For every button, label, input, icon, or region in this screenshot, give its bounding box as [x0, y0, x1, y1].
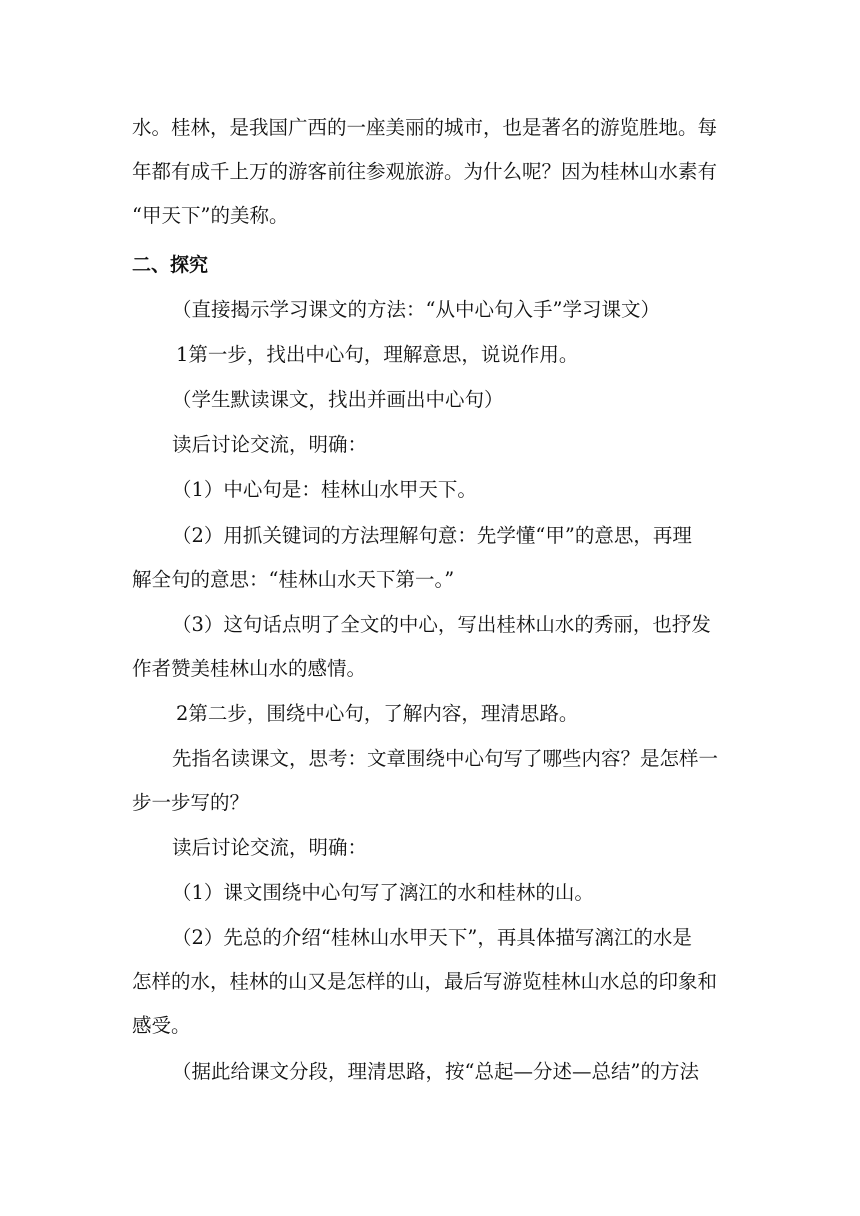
- text-line: 感受。: [132, 1014, 191, 1037]
- point-3: [132, 603, 732, 691]
- text-line: 1第一步，找出中心句，理解意思，说说作用。: [176, 343, 579, 366]
- text-line: （2）用抓关键词的方法理解句意：先学懂“甲”的意思，再理: [172, 524, 692, 547]
- text-line: 2第二步，围绕中心句，了解内容，理清思路。: [176, 702, 579, 725]
- text-line: “甲天下”的美称。: [132, 204, 289, 227]
- segmentation-note: [172, 1050, 772, 1094]
- text-line: （学生默读课文，找出并画出中心句）: [172, 388, 504, 411]
- point-1b: [172, 871, 772, 915]
- point-2: [132, 514, 732, 602]
- discussion-prompt-2: [172, 826, 772, 870]
- intro-paragraph: [132, 106, 732, 238]
- text-line: （3）这句话点明了全文的中心，写出桂林山水的秀丽，也抒发: [172, 613, 711, 636]
- step-one-title: [176, 333, 776, 377]
- text-line: 年都有成千上万的游客前往参观旅游。为什么呢？因为桂林山水素有: [132, 160, 718, 183]
- text-line: 水。桂林，是我国广西的一座美丽的城市，也是著名的游览胜地。每: [132, 116, 718, 139]
- text-line: 先指名读课文，思考：文章围绕中心句写了哪些内容？是怎样一: [172, 747, 719, 770]
- discussion-prompt: [172, 423, 772, 467]
- text-line: （1）课文围绕中心句写了漓江的水和桂林的山。: [172, 881, 594, 904]
- text-line: 解全句的意思：“桂林山水天下第一。”: [132, 568, 455, 591]
- text-line: （据此给课文分段，理清思路，按“总起—分述—总结”的方法: [172, 1060, 699, 1083]
- heading-text: 二、探究: [132, 254, 209, 276]
- text-line: （2）先总的介绍“桂林山水甲天下”，再具体描写漓江的水是: [172, 926, 692, 949]
- text-line: 步一步写的？: [132, 791, 250, 814]
- step-two-title: [176, 692, 776, 736]
- text-line: （直接揭示学习课文的方法：“从中心句入手”学习课文）: [172, 298, 660, 321]
- text-line: （1）中心句是：桂林山水甲天下。: [172, 478, 477, 501]
- point-2b: [132, 916, 732, 1048]
- reading-task: [132, 737, 732, 825]
- text-line: 读后讨论交流，明确：: [172, 433, 368, 456]
- point-1: [172, 468, 772, 512]
- method-note: [172, 288, 772, 332]
- text-line: 作者赞美桂林山水的感情。: [132, 657, 367, 680]
- section-heading: [132, 243, 732, 287]
- text-line: 读后讨论交流，明确：: [172, 836, 368, 859]
- text-line: 怎样的水，桂林的山又是怎样的山，最后写游览桂林山水总的印象和: [132, 970, 718, 993]
- student-instruction: [172, 378, 772, 422]
